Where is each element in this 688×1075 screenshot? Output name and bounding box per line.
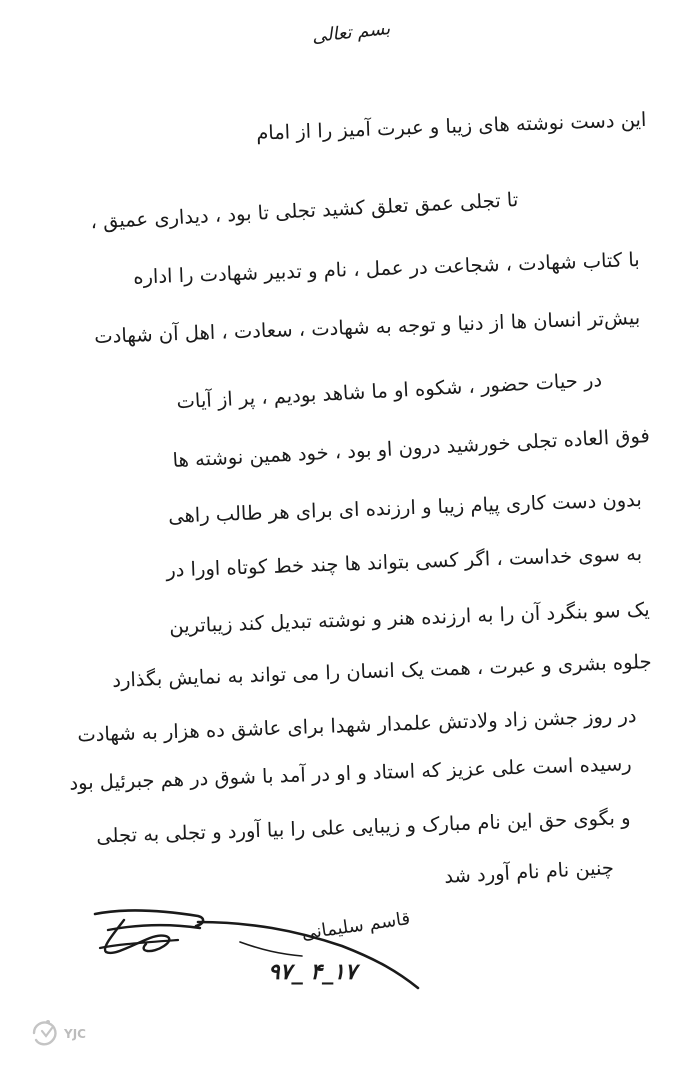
letter-line: و بگوی حق این نام مبارک و زیبایی علی را بیا آورد و تجلی به تجلی	[95, 806, 631, 848]
letter-line: به سوی خداست ، اگر کسی بتواند ها چند خط کوتاه اورا در	[165, 542, 643, 582]
letter-line: رسیده است علی عزیز که استاد و او در آمد با شوق در هم جبرئیل بود	[69, 752, 633, 795]
letter-line: فوق العاده تجلی خورشید درون او بود ، خود همین نوشته ها	[172, 424, 651, 472]
letter-line: بیش‌تر انسان ها از دنیا و توجه به شهادت ، سعادت ، اهل آن شهادت	[93, 306, 641, 349]
letter-line: جلوه بشری و عبرت ، همت یک انسان را می تواند به نمایش بگذارد	[112, 650, 653, 692]
letter-line: در حیات حضور ، شکوه او ما شاهد بودیم ، پر از آیات	[176, 368, 603, 414]
yjc-logo-icon	[30, 1019, 62, 1049]
letter-line: این دست نوشته های زیبا و عبرت آمیز را از امام	[255, 108, 647, 145]
letter-header: بسم تعالی	[310, 18, 392, 48]
letter-line: چنین نام نام آورد شد	[443, 856, 615, 888]
signature-name: قاسم سلیمانی	[300, 908, 412, 945]
letter-line: در روز جشن زاد ولادتش علمدار شهدا برای عاشق ده هزار به شهادت	[76, 704, 637, 747]
watermark-label: YJC	[64, 1027, 86, 1041]
letter-line: تا تجلی عمق تعلق کشید تجلی تا بود ، دیداری عمیق ،	[89, 188, 519, 234]
letter-line: با کتاب شهادت ، شجاعت در عمل ، نام و تدبیر شهادت را اداره	[133, 248, 641, 289]
signature-block	[80, 890, 440, 1020]
letter-line: یک سو بنگرد آن را به ارزنده هنر و نوشته تبدیل کند زیباترین	[169, 598, 651, 638]
watermark	[30, 1015, 110, 1055]
signature-scribble	[80, 890, 440, 1020]
letter-line: بدون دست کاری پیام زیبا و ارزنده ای برای هر طالب راهی	[168, 488, 643, 528]
signature-date: ۹۷_ ۴_۱۷	[268, 960, 357, 985]
